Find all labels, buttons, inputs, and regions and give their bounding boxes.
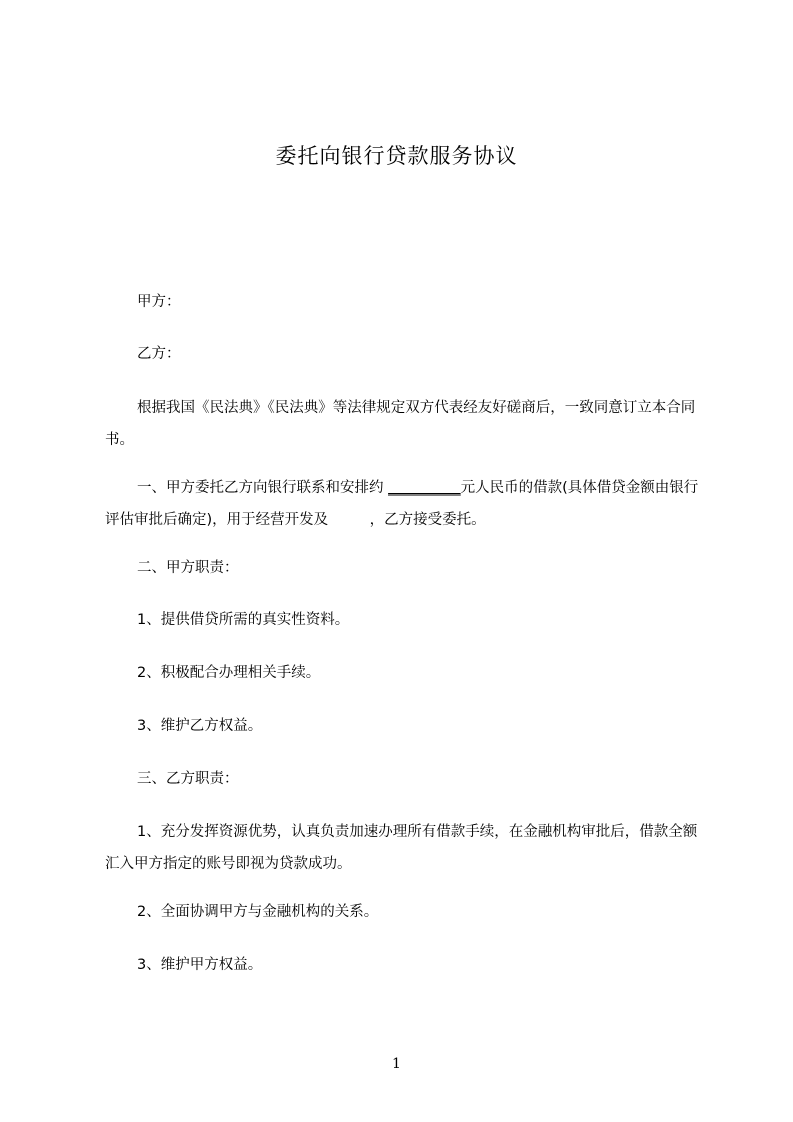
article-3-item-2: 2、全面协调甲方与金融机构的关系。	[137, 904, 379, 920]
article-3-heading: 三、乙方职责：	[137, 771, 239, 787]
preamble-paragraph: 根据我国《民法典》《民法典》等法律规定双方代表经友好磋商后，一致同意订立本合同书。	[105, 400, 696, 448]
article-3-item-3: 3、维护甲方权益。	[137, 957, 263, 973]
article-2-item-1: 1、提供借贷所需的真实性资料。	[137, 612, 350, 628]
article-1-text-part2: 元人民币的借款(具体借贷金额由银行评估审批后确定)，用于经营开发及	[105, 480, 699, 528]
page-title: 委托向银行贷款服务协议	[275, 144, 518, 168]
article-3-item-1: 1、充分发挥资源优势，认真负责加速办理所有借款手续，在金融机构审批后，借款全额汇入甲方指定的账号即视为贷款成功。	[105, 824, 698, 872]
party-b-label: 乙方：	[137, 346, 181, 362]
article-2-item-2: 2、积极配合办理相关手续。	[137, 665, 321, 681]
page-number: 1	[392, 1056, 401, 1072]
party-a-label: 甲方：	[137, 294, 181, 310]
purpose-blank	[328, 512, 369, 528]
article-1-text-part1: 一、甲方委托乙方向银行联系和安排约	[137, 480, 389, 496]
article-1-text-part3: ，乙方接受委托。	[369, 512, 486, 528]
amount-blank: __________	[388, 480, 461, 496]
article-2-heading: 二、甲方职责：	[137, 560, 239, 576]
article-1-paragraph	[105, 472, 710, 536]
article-2-item-3: 3、维护乙方权益。	[137, 718, 263, 734]
